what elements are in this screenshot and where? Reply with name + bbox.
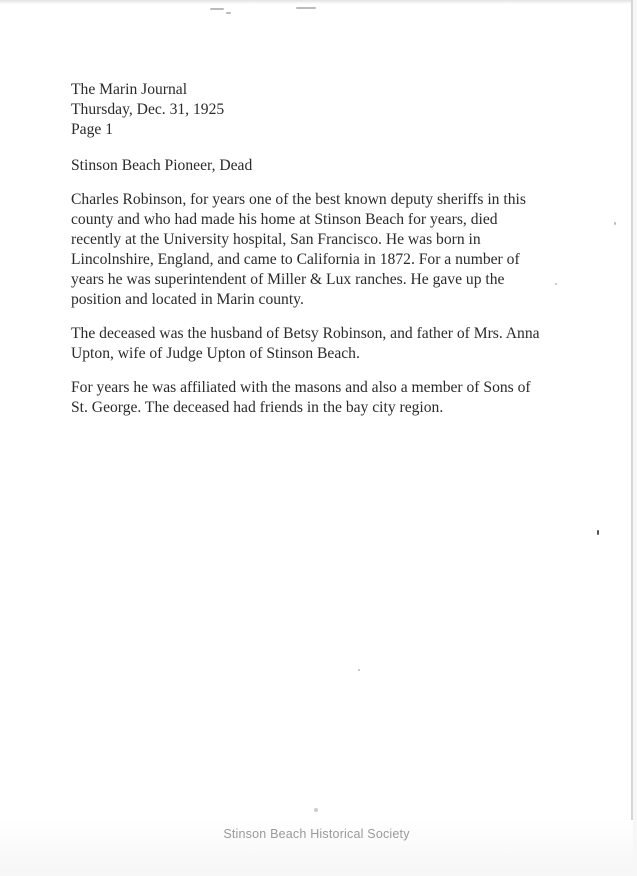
scan-mark [358,669,360,671]
watermark: Stinson Beach Historical Society [223,827,410,841]
scan-mark [597,530,599,535]
scan-mark [314,808,318,812]
scan-mark [210,8,224,10]
scan-mark [614,222,616,225]
publication-name: The Marin Journal [71,81,188,98]
article-paragraph: Charles Robinson, for years one of the best known deputy sheriffs in this county and who had made his home at Stinson Beach for years, died recently at the University hospital, San Francisco. He was born in Lincolnshire, England, and came to California in 1872. For a number of years he was superintendent of Miller & Lux ranches. He gave up the position and located in Marin county. [71,191,526,308]
article-paragraph: For years he was affiliated with the masons and also a member of Sons of St. George. The deceased had friends in the bay city region. [71,379,531,416]
page-number: Page 1 [71,121,114,138]
article-paragraph: The deceased was the husband of Betsy Robinson, and father of Mrs. Anna Upton, wife of Judge Upton of Stinson Beach. [71,325,540,362]
scan-mark [226,12,231,14]
scan-mark [555,283,557,285]
page-top-edge [0,0,631,4]
article-headline: Stinson Beach Pioneer, Dead [71,157,253,174]
article-body [71,190,551,418]
scan-mark [296,7,316,9]
publication-date: Thursday, Dec. 31, 1925 [71,101,225,118]
article-content [71,80,551,432]
